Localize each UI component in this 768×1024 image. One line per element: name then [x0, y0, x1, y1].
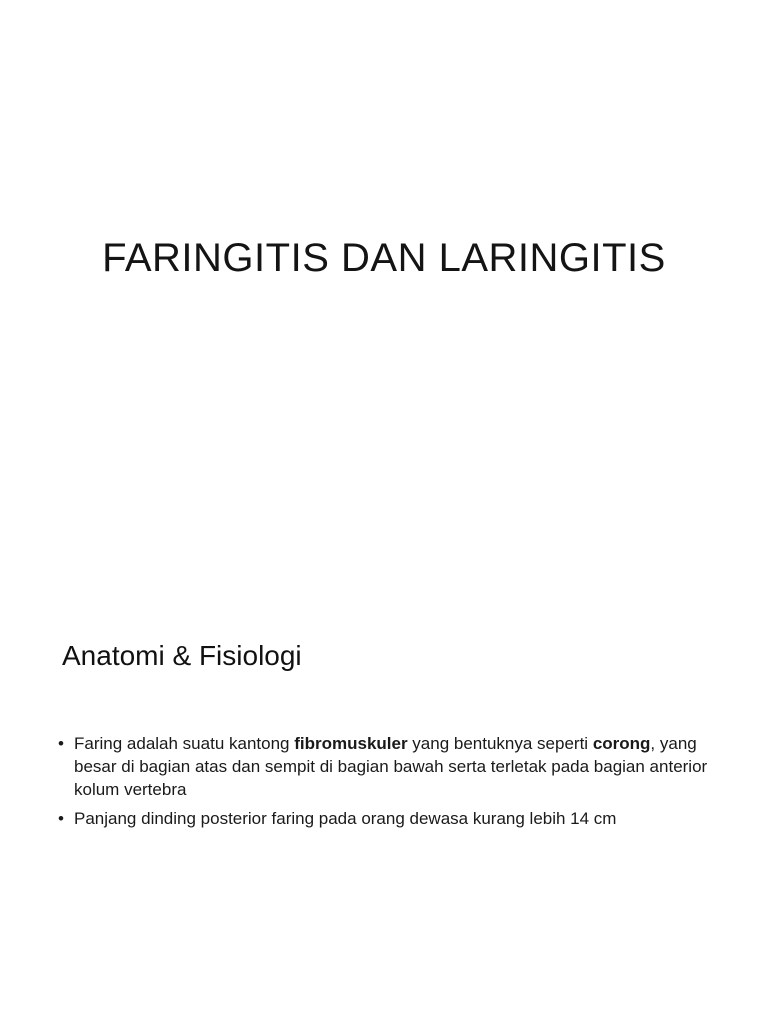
bullet-dot-icon: • — [58, 809, 64, 828]
bullet-2-text: Panjang dinding posterior faring pada orang dewasa kurang lebih 14 cm — [74, 809, 617, 828]
bullet-1-text-a: Faring adalah suatu kantong — [74, 734, 295, 753]
bullet-1-bold-term-corong: corong — [592, 734, 651, 753]
bullet-1-text-c: , yang besar di bagian atas dan sempit di bagian bawah serta terletak pada bagian anterior kolum vertebra — [74, 734, 708, 799]
section-heading: Anatomi & Fisiologi — [62, 640, 302, 671]
bullet-item-1 — [58, 732, 708, 801]
bullet-item-2 — [58, 807, 708, 830]
bullet-list — [58, 732, 708, 836]
bullet-dot-icon: • — [58, 734, 64, 753]
bullet-1-text-b: yang bentuknya seperti — [407, 734, 593, 753]
presentation-title: FARINGITIS DAN LARINGITIS — [102, 236, 666, 280]
bullet-1-bold-term-fibromuskuler: fibromuskuler — [294, 734, 408, 753]
